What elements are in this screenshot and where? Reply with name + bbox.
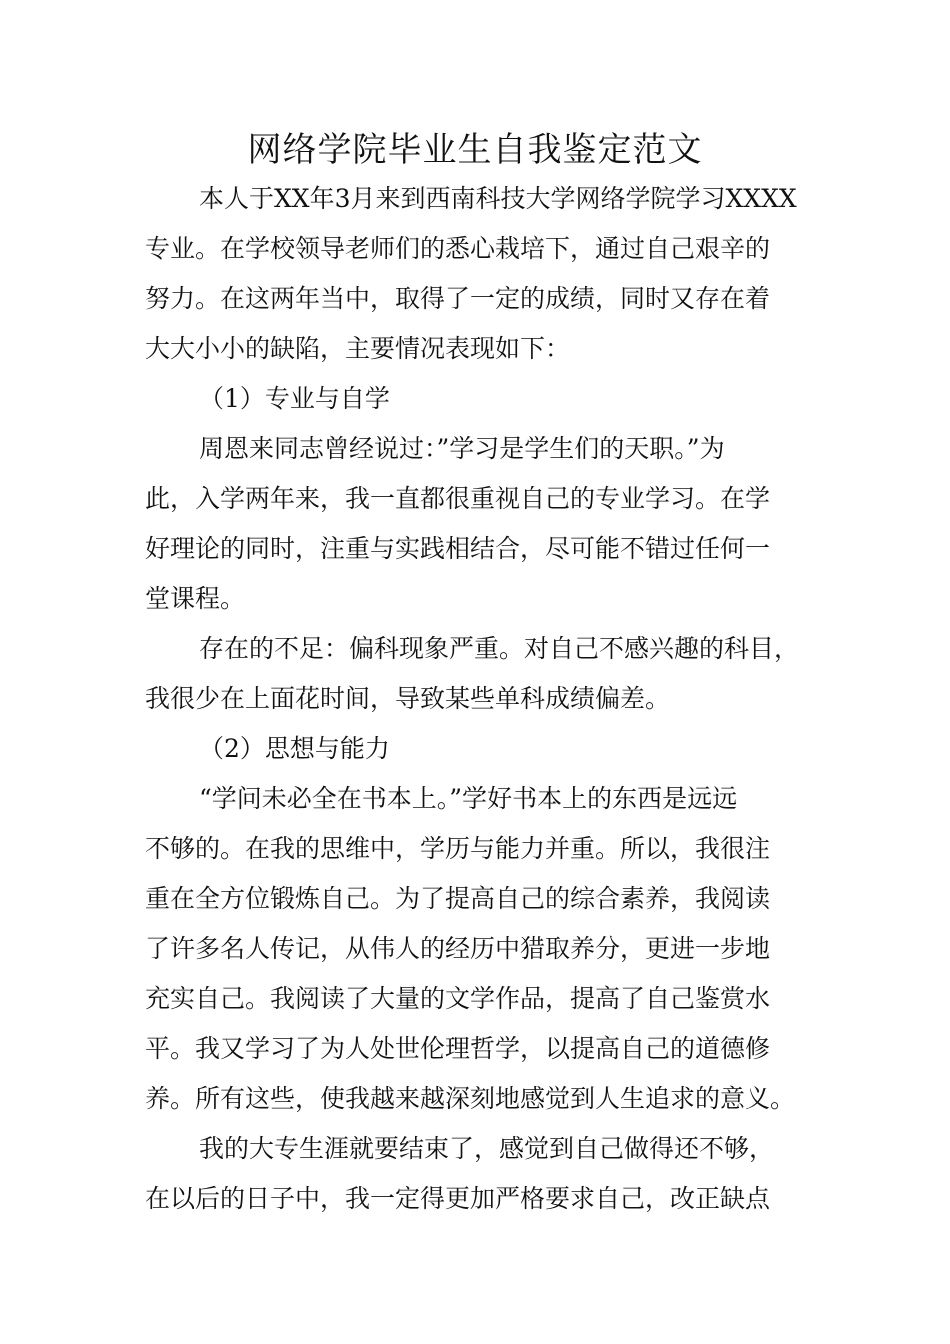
paragraph-line: 好理论的同时，注重与实践相结合，尽可能不错过任何一: [145, 534, 771, 563]
section-heading: （2）思想与能力: [199, 734, 390, 763]
paragraph-line: 养。所有这些，使我越来越深刻地感觉到人生追求的意义。: [145, 1084, 796, 1113]
document-title: 网络学院毕业生自我鉴定范文: [247, 130, 703, 170]
paragraph-line: 在以后的日子中，我一定得更加严格要求自己，改正缺点: [145, 1184, 771, 1213]
paragraph-line: 专业。在学校领导老师们的悉心栽培下，通过自己艰辛的: [145, 234, 771, 263]
paragraph-line: 不够的。在我的思维中，学历与能力并重。所以，我很注: [145, 834, 771, 863]
paragraph-line: 存在的不足：偏科现象严重。对自己不感兴趣的科目，: [199, 634, 800, 663]
paragraph-line: 我的大专生涯就要结束了，感觉到自己做得还不够，: [199, 1134, 775, 1163]
section-heading: （1）专业与自学: [199, 384, 390, 413]
paragraph-line: 重在全方位锻炼自己。为了提高自己的综合素养，我阅读: [145, 884, 771, 913]
paragraph-line: 此，入学两年来，我一直都很重视自己的专业学习。在学: [145, 484, 771, 513]
paragraph-line: 本人于XX年3月来到西南科技大学网络学院学习XXXX: [199, 184, 797, 213]
paragraph-line: 大大小小的缺陷，主要情况表现如下：: [145, 334, 571, 363]
paragraph-line: 我很少在上面花时间，导致某些单科成绩偏差。: [145, 684, 671, 713]
paragraph-line: “学问未必全在书本上。”学好书本上的东西是远远: [199, 784, 738, 813]
paragraph-line: 平。我又学习了为人处世伦理哲学，以提高自己的道德修: [145, 1034, 771, 1063]
paragraph-line: 堂课程。: [145, 584, 246, 613]
paragraph-line: 充实自己。我阅读了大量的文学作品，提高了自己鉴赏水: [145, 984, 771, 1013]
paragraph-line: 努力。在这两年当中，取得了一定的成绩，同时又存在着: [145, 284, 771, 313]
paragraph-line: 周恩来同志曾经说过：”学习是学生们的天职。”为: [199, 434, 725, 463]
paragraph-line: 了许多名人传记，从伟人的经历中猎取养分，更进一步地: [145, 934, 771, 963]
